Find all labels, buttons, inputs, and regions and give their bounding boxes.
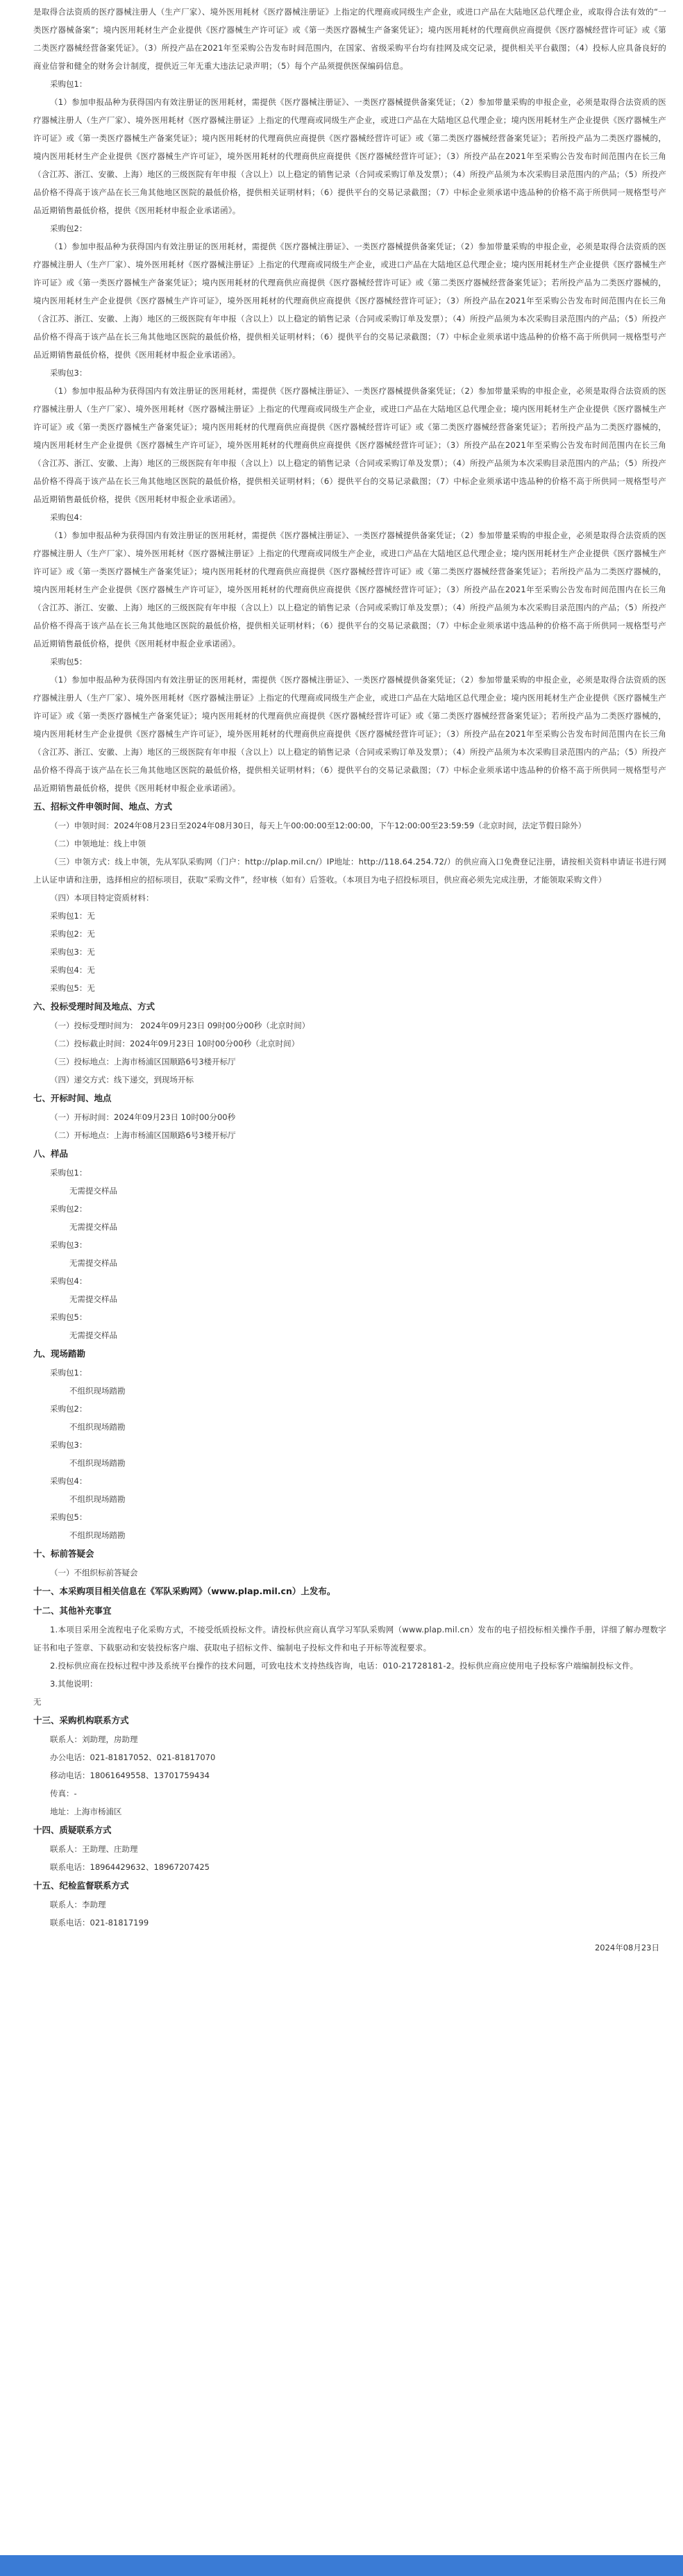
- sample-package-label: 采购包2：: [50, 1204, 87, 1214]
- qa-meeting-note: （一）不组织标前答疑会: [50, 1568, 138, 1578]
- package-label: 采购包1：: [50, 79, 87, 89]
- site-visit-package-value: 不组织现场踏勘: [69, 1386, 126, 1396]
- package-label: 采购包2：: [50, 224, 87, 233]
- qualification-item: 采购包1：无: [50, 911, 95, 921]
- sample-package-value: 无需提交样品: [69, 1258, 117, 1268]
- site-visit-package-label: 采购包1：: [50, 1368, 87, 1378]
- sample-package-value: 无需提交样品: [69, 1222, 117, 1232]
- section-7-heading: 七、开标时间、地点: [33, 1093, 112, 1103]
- section-14-heading: 十四、质疑联系方式: [33, 1825, 112, 1835]
- agency-fax: 传真：-: [50, 1789, 77, 1798]
- package-label: 采购包4：: [50, 512, 87, 522]
- bid-deadline: （二）投标截止时间：2024年09月23日 10时00分00秒（北京时间）: [50, 1039, 300, 1048]
- intro-paragraph: 是取得合法资质的医疗器械注册人（生产厂家）、境外医用耗材《医疗器械注册证》上指定的代理商或同级生产企业，或进口产品在大陆地区总代理企业，或取得合法有效的“一类医疗器械备案”；境内医用耗材生产企业提供《医疗器械生产许可证》或《第一类医疗器械生产备案凭证》；境内医用耗材的代理商供应商提供《医疗器械经营许可证》或《第二类医疗器械经营备案凭证》。（3）所投产品在2021年至采购公告发布时间范围内，在国家、省级采购平台均有挂网及成交记录，提供相关平台截图；（4）投标人应具备良好的商业信誉和健全的财务会计制度，提供近三年无重大违法记录声明；（5）每个产品须提供医保编码信息。: [33, 7, 666, 71]
- section-12-heading: 十二、其他补充事宜: [33, 1605, 112, 1616]
- supplement-note-1: 1.本项目采用全流程电子化采购方式，不接受纸质投标文件。请投标供应商认真学习军队采购网（www.plap.mil.cn）发布的电子招投标相关操作手册，详细了解办理数字证书和电子签章、下载驱动和安装投标客户端、获取电子招标文件、编制电子投标文件和电子开标等流程要求。: [33, 1625, 666, 1653]
- publish-date: 2024年08月23日: [594, 1943, 659, 1952]
- supervision-phone: 联系电话：021-81817199: [50, 1918, 149, 1927]
- section-5-heading: 五、招标文件申领时间、地点、方式: [33, 801, 173, 812]
- sample-package-label: 采购包5：: [50, 1312, 87, 1322]
- sample-package-value: 无需提交样品: [69, 1186, 117, 1196]
- complaint-contact: 联系人：王助理、庄助理: [50, 1844, 138, 1854]
- bid-accept-time: （一）投标受理时间为： 2024年09月23日 09时00分00秒（北京时间）: [50, 1021, 310, 1030]
- sample-package-label: 采购包4：: [50, 1276, 87, 1286]
- site-visit-package-label: 采购包3：: [50, 1440, 87, 1450]
- site-visit-package-label: 采购包2：: [50, 1404, 87, 1414]
- opening-location: （二）开标地点：上海市杨浦区国顺路6号3楼开标厅: [50, 1130, 236, 1140]
- qualification-label: （四）本项目特定资质材料：: [50, 893, 154, 903]
- site-visit-package-value: 不组织现场踏勘: [69, 1530, 126, 1540]
- opening-time: （一）开标时间：2024年09月23日 10时00分00秒: [50, 1112, 236, 1122]
- supplement-note-4: 无: [33, 1697, 42, 1707]
- apply-method: （三）申领方式：线上申领，先从军队采购网（门户：http://plap.mil.cn/）IP地址：http://118.64.254.72/）的供应商入口免费登记注册，请按相关资料申请证书进行网上认证申请和注册，选择相应的招标项目，获取“采购文件”，经审核（如有）后签收。（本项目为电子招投标项目，供应商必须先完成注册，才能领取采购文件）: [33, 857, 666, 885]
- package-label: 采购包5：: [50, 657, 87, 667]
- supervision-contact: 联系人：李助理: [50, 1900, 106, 1909]
- bid-location: （三）投标地点：上海市杨浦区国顺路6号3楼开标厅: [50, 1057, 236, 1067]
- site-visit-package-value: 不组织现场踏勘: [69, 1422, 126, 1432]
- site-visit-package-value: 不组织现场踏勘: [69, 1458, 126, 1468]
- package-requirement-text: （1）参加申报品种为获得国内有效注册证的医用耗材，需提供《医疗器械注册证》、一类医疗器械提供备案凭证；（2）参加带量采购的申报企业，必须是取得合法资质的医疗器械注册人（生产厂家）、境外医用耗材《医疗器械注册证》上指定的代理商或同级生产企业，或进口产品在大陆地区总代理企业；境内医用耗材生产企业提供《医疗器械生产许可证》或《第一类医疗器械生产备案凭证》；境内医用耗材的代理商供应商提供《医疗器械经营许可证》或《第二类医疗器械经营备案凭证》；若所投产品为二类医疗器械的，境内医用耗材生产企业提供《医疗器械生产许可证》，境外医用耗材的代理商供应商提供《医疗器械经营许可证》；（3）所投产品在2021年至采购公告发布时间范围内在长三角（含江苏、浙江、安徽、上海）地区的三级医院有年申报（含以上）以上稳定的销售记录（合同或采购订单及发票）；（4）所投产品须为本次采购目录范围内的产品；（5）所投产品价格不得高于该产品在长三角其他地区医院的最低价格，提供相关证明材料；（6）提供平台的交易记录截图；（7）中标企业须承诺中选品种的价格不高于所供同一规格型号产品近期销售最低价格，提供《医用耗材申报企业承诺函》。: [33, 530, 666, 649]
- bid-method: （四）递交方式：线下递交，到现场开标: [50, 1075, 194, 1085]
- sample-package-label: 采购包1：: [50, 1168, 87, 1178]
- announcement-body: [33, 0, 666, 1957]
- package-requirements: [33, 75, 666, 797]
- package-requirement-text: （1）参加申报品种为获得国内有效注册证的医用耗材，需提供《医疗器械注册证》、一类医疗器械提供备案凭证；（2）参加带量采购的申报企业，必须是取得合法资质的医疗器械注册人（生产厂家）、境外医用耗材《医疗器械注册证》上指定的代理商或同级生产企业，或进口产品在大陆地区总代理企业；境内医用耗材生产企业提供《医疗器械生产许可证》或《第一类医疗器械生产备案凭证》；境内医用耗材的代理商供应商提供《医疗器械经营许可证》或《第二类医疗器械经营备案凭证》；若所投产品为二类医疗器械的，境内医用耗材生产企业提供《医疗器械生产许可证》，境外医用耗材的代理商供应商提供《医疗器械经营许可证》；（3）所投产品在2021年至采购公告发布时间范围内在长三角（含江苏、浙江、安徽、上海）地区的三级医院有年申报（含以上）以上稳定的销售记录（合同或采购订单及发票）；（4）所投产品须为本次采购目录范围内的产品；（5）所投产品价格不得高于该产品在长三角其他地区医院的最低价格，提供相关证明材料；（6）提供平台的交易记录截图；（7）中标企业须承诺中选品种的价格不高于所供同一规格型号产品近期销售最低价格，提供《医用耗材申报企业承诺函》。: [33, 97, 666, 215]
- sample-package-value: 无需提交样品: [69, 1330, 117, 1340]
- package-requirement-text: （1）参加申报品种为获得国内有效注册证的医用耗材，需提供《医疗器械注册证》、一类医疗器械提供备案凭证；（2）参加带量采购的申报企业，必须是取得合法资质的医疗器械注册人（生产厂家）、境外医用耗材《医疗器械注册证》上指定的代理商或同级生产企业，或进口产品在大陆地区总代理企业；境内医用耗材生产企业提供《医疗器械生产许可证》或《第一类医疗器械生产备案凭证》；境内医用耗材的代理商供应商提供《医疗器械经营许可证》或《第二类医疗器械经营备案凭证》；若所投产品为二类医疗器械的，境内医用耗材生产企业提供《医疗器械生产许可证》，境外医用耗材的代理商供应商提供《医疗器械经营许可证》；（3）所投产品在2021年至采购公告发布时间范围内在长三角（含江苏、浙江、安徽、上海）地区的三级医院有年申报（含以上）以上稳定的销售记录（合同或采购订单及发票）；（4）所投产品须为本次采购目录范围内的产品；（5）所投产品价格不得高于该产品在长三角其他地区医院的最低价格，提供相关证明材料；（6）提供平台的交易记录截图；（7）中标企业须承诺中选品种的价格不高于所供同一规格型号产品近期销售最低价格，提供《医用耗材申报企业承诺函》。: [33, 386, 666, 504]
- section-10-heading: 十、标前答疑会: [33, 1548, 94, 1559]
- package-requirement-text: （1）参加申报品种为获得国内有效注册证的医用耗材，需提供《医疗器械注册证》、一类医疗器械提供备案凭证；（2）参加带量采购的申报企业，必须是取得合法资质的医疗器械注册人（生产厂家）、境外医用耗材《医疗器械注册证》上指定的代理商或同级生产企业，或进口产品在大陆地区总代理企业；境内医用耗材生产企业提供《医疗器械生产许可证》或《第一类医疗器械生产备案凭证》；境内医用耗材的代理商供应商提供《医疗器械经营许可证》或《第二类医疗器械经营备案凭证》；若所投产品为二类医疗器械的，境内医用耗材生产企业提供《医疗器械生产许可证》，境外医用耗材的代理商供应商提供《医疗器械经营许可证》；（3）所投产品在2021年至采购公告发布时间范围内在长三角（含江苏、浙江、安徽、上海）地区的三级医院有年申报（含以上）以上稳定的销售记录（合同或采购订单及发票）；（4）所投产品须为本次采购目录范围内的产品；（5）所投产品价格不得高于该产品在长三角其他地区医院的最低价格，提供相关证明材料；（6）提供平台的交易记录截图；（7）中标企业须承诺中选品种的价格不高于所供同一规格型号产品近期销售最低价格，提供《医用耗材申报企业承诺函》。: [33, 675, 666, 793]
- section-9-heading: 九、现场踏勘: [33, 1348, 86, 1359]
- site-visit-package-label: 采购包4：: [50, 1476, 87, 1486]
- qualification-item: 采购包2：无: [50, 929, 95, 939]
- supplement-note-3: 3.其他说明：: [50, 1679, 98, 1689]
- qualification-item: 采购包5：无: [50, 983, 95, 993]
- qualification-item: 采购包3：无: [50, 947, 95, 957]
- section-11-heading: 十一、本采购项目相关信息在《军队采购网》（www.plap.mil.cn）上发布。: [33, 1586, 336, 1596]
- site-visit-package-value: 不组织现场踏勘: [69, 1494, 126, 1504]
- section-8-heading: 八、样品: [33, 1148, 69, 1159]
- section-15-heading: 十五、纪检监督联系方式: [33, 1880, 129, 1891]
- agency-office-phone: 办公电话：021-81817052、021-81817070: [50, 1753, 216, 1762]
- supplement-note-2: 2.投标供应商在投标过程中涉及系统平台操作的技术问题，可致电技术支持热线咨询，电话：010-21728181-2。投标供应商应使用电子投标客户端编制投标文件。: [50, 1661, 639, 1671]
- section-6-heading: 六、投标受理时间及地点、方式: [33, 1001, 155, 1012]
- apply-time: （一）申领时间：2024年08月23日至2024年08月30日，每天上午00:00:00至12:00:00，下午12:00:00至23:59:59（北京时间，法定节假日除外）: [50, 821, 587, 830]
- complaint-phone: 联系电话：18964429632、18967207425: [50, 1862, 210, 1872]
- section-13-heading: 十三、采购机构联系方式: [33, 1715, 129, 1725]
- qualification-item: 采购包4：无: [50, 965, 95, 975]
- site-visit-package-label: 采购包5：: [50, 1512, 87, 1522]
- footer-bar: [0, 2555, 683, 2576]
- package-label: 采购包3：: [50, 368, 87, 378]
- sample-package-label: 采购包3：: [50, 1240, 87, 1250]
- agency-mobile: 移动电话：18061649558、13701759434: [50, 1771, 210, 1780]
- sample-package-value: 无需提交样品: [69, 1294, 117, 1304]
- apply-address: （二）申领地址：线上申领: [50, 839, 146, 848]
- agency-contact: 联系人：刘助理，房助理: [50, 1734, 138, 1744]
- agency-address: 地址：上海市杨浦区: [50, 1807, 122, 1816]
- package-requirement-text: （1）参加申报品种为获得国内有效注册证的医用耗材，需提供《医疗器械注册证》、一类医疗器械提供备案凭证；（2）参加带量采购的申报企业，必须是取得合法资质的医疗器械注册人（生产厂家）、境外医用耗材《医疗器械注册证》上指定的代理商或同级生产企业，或进口产品在大陆地区总代理企业；境内医用耗材生产企业提供《医疗器械生产许可证》或《第一类医疗器械生产备案凭证》；境内医用耗材的代理商供应商提供《医疗器械经营许可证》或《第二类医疗器械经营备案凭证》；若所投产品为二类医疗器械的，境内医用耗材生产企业提供《医疗器械生产许可证》，境外医用耗材的代理商供应商提供《医疗器械经营许可证》；（3）所投产品在2021年至采购公告发布时间范围内在长三角（含江苏、浙江、安徽、上海）地区的三级医院有年申报（含以上）以上稳定的销售记录（合同或采购订单及发票）；（4）所投产品须为本次采购目录范围内的产品；（5）所投产品价格不得高于该产品在长三角其他地区医院的最低价格，提供相关证明材料；（6）提供平台的交易记录截图；（7）中标企业须承诺中选品种的价格不高于所供同一规格型号产品近期销售最低价格，提供《医用耗材申报企业承诺函》。: [33, 242, 666, 360]
